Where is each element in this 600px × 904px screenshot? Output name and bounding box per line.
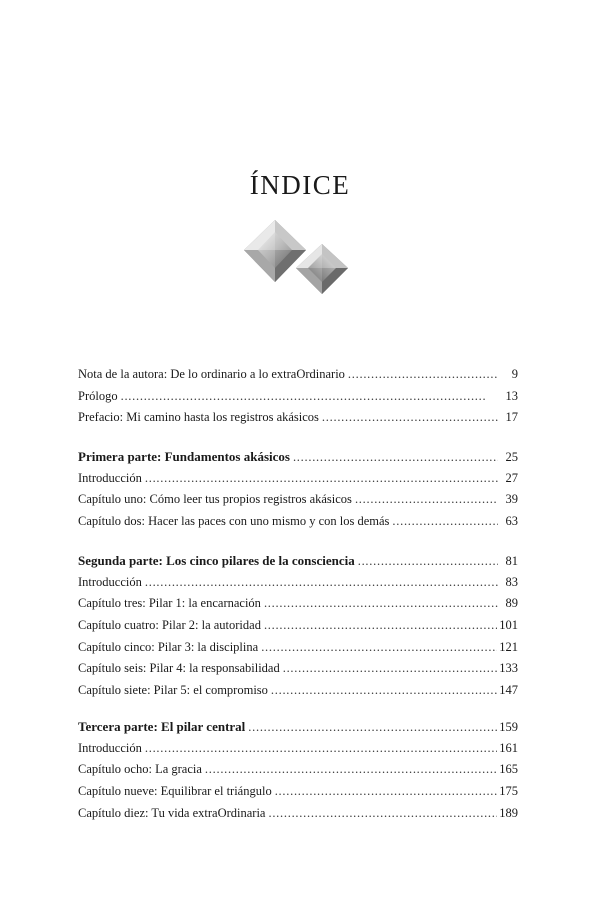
large-diamond-icon (244, 220, 306, 282)
leader-dots (352, 489, 498, 511)
leader-dots (345, 364, 498, 386)
leader-dots (355, 551, 498, 572)
toc-entry[interactable] (78, 572, 518, 594)
toc-entry[interactable] (78, 364, 518, 386)
toc-entry-page: 13 (505, 388, 518, 403)
toc-part-heading[interactable] (78, 550, 518, 572)
toc-entry-label: Introducción (78, 574, 142, 589)
toc-part-heading[interactable] (78, 716, 518, 738)
toc-entry-label: Capítulo ocho: La gracia (78, 762, 202, 777)
toc-part-label: Tercera parte: El pilar central (78, 719, 246, 734)
toc-entry-page: 161 (499, 740, 518, 755)
toc-part-one (78, 446, 518, 533)
leader-dots (265, 803, 497, 825)
leader-dots (290, 447, 498, 468)
toc-entry-page: 17 (505, 410, 518, 425)
toc-entry-page: 121 (499, 639, 518, 654)
leader-dots (389, 511, 498, 533)
toc-entry-label: Capítulo cuatro: Pilar 2: la autoridad (78, 618, 261, 633)
toc-entry[interactable] (78, 658, 518, 680)
toc-entry-label: Capítulo seis: Pilar 4: la responsabilidad (78, 661, 280, 676)
toc-part-page: 81 (505, 554, 518, 568)
leader-dots (142, 468, 498, 490)
leader-dots (261, 593, 498, 615)
toc-entry-label: Prefacio: Mi camino hasta los registros akásicos (78, 410, 319, 425)
toc-entry-label: Introducción (78, 740, 142, 755)
toc-entry-label: Introducción (78, 470, 142, 485)
toc-entry-page: 165 (499, 762, 518, 777)
toc-entry-page: 39 (505, 492, 518, 507)
toc-entry[interactable] (78, 593, 518, 615)
toc-entry-page: 101 (499, 618, 518, 633)
leader-dots (202, 759, 497, 781)
toc-entry-page: 133 (499, 661, 518, 676)
toc-entry-label: Prólogo (78, 388, 118, 403)
toc-entry-label: Capítulo dos: Hacer las paces con uno mismo y con los demás (78, 514, 390, 529)
double-diamond-ornament-icon (240, 218, 360, 298)
toc-entry-label: Nota de la autora: De lo ordinario a lo extraOrdinario (78, 367, 345, 381)
leader-dots (319, 407, 498, 429)
toc-entry-page: 27 (505, 470, 518, 485)
toc-entry[interactable] (78, 680, 518, 702)
toc-entry[interactable] (78, 615, 518, 637)
leader-dots (142, 572, 498, 594)
toc-part-two (78, 550, 518, 702)
toc-part-heading[interactable] (78, 446, 518, 468)
toc-entry-page: 63 (505, 514, 518, 529)
toc-entry-page: 83 (505, 574, 518, 589)
toc-entry-page: 175 (499, 784, 518, 799)
page-title: ÍNDICE (249, 170, 351, 200)
toc-entry-page: 9 (511, 367, 518, 381)
toc-entry[interactable] (78, 468, 518, 490)
leader-dots (245, 717, 497, 738)
toc-entry[interactable] (78, 738, 518, 760)
toc-entry-label: Capítulo nueve: Equilibrar el triángulo (78, 784, 272, 799)
toc-entry-page: 147 (499, 683, 518, 698)
toc-entry[interactable] (78, 781, 518, 803)
leader-dots (261, 615, 497, 637)
toc-entry[interactable] (78, 759, 518, 781)
toc-entry-label: Capítulo uno: Cómo leer tus propios registros akásicos (78, 492, 352, 507)
toc-part-page: 25 (505, 450, 518, 464)
leader-dots (268, 680, 497, 702)
toc-part-label: Primera parte: Fundamentos akásicos (78, 449, 290, 464)
leader-dots (142, 738, 497, 760)
toc-entry[interactable] (78, 803, 518, 825)
toc-entry-label: Capítulo cinco: Pilar 3: la disciplina (78, 639, 259, 654)
toc-entry[interactable] (78, 386, 518, 408)
toc-part-label: Segunda parte: Los cinco pilares de la consciencia (78, 553, 355, 568)
toc-entry-page: 189 (499, 805, 518, 820)
toc-entry-label: Capítulo tres: Pilar 1: la encarnación (78, 596, 261, 611)
toc-entry-label: Capítulo diez: Tu vida extraOrdinaria (78, 805, 266, 820)
toc-front-matter (78, 364, 518, 429)
toc-entry[interactable] (78, 511, 518, 533)
leader-dots (280, 658, 498, 680)
toc-entry-label: Capítulo siete: Pilar 5: el compromiso (78, 683, 268, 698)
leader-dots (118, 386, 498, 408)
toc-part-page: 159 (499, 720, 518, 734)
toc-part-three (78, 716, 518, 824)
toc-entry[interactable] (78, 489, 518, 511)
toc-entry[interactable] (78, 637, 518, 659)
toc-entry-page: 89 (505, 596, 518, 611)
leader-dots (272, 781, 498, 803)
toc-entry[interactable] (78, 407, 518, 429)
leader-dots (258, 637, 497, 659)
